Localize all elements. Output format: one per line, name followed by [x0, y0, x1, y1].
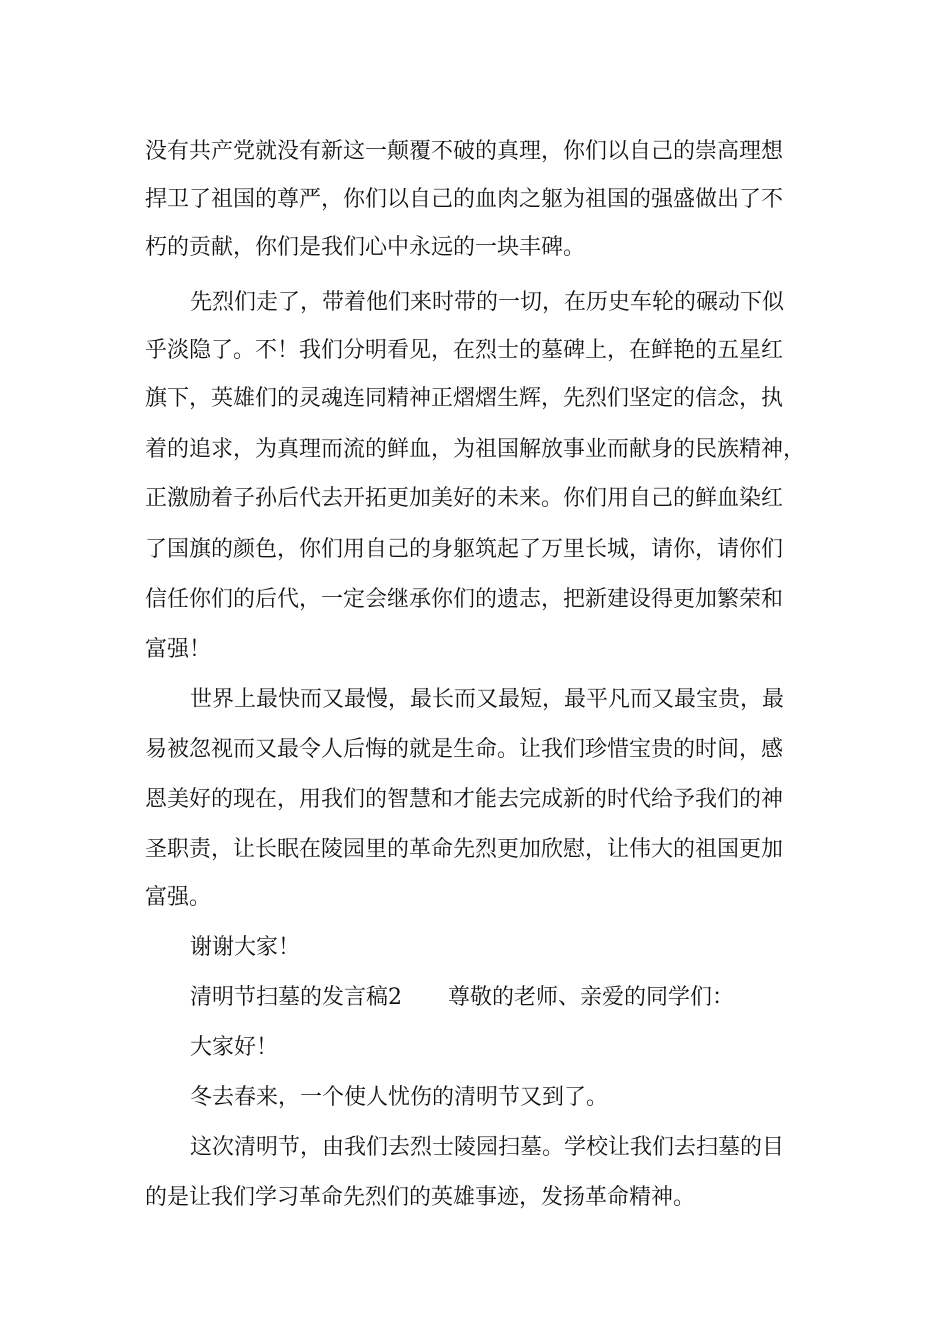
paragraph-line: 旗下，英雄们的灵魂连同精神正熠熠生辉，先烈们坚定的信念，执: [145, 386, 784, 411]
paragraph-line: 了国旗的颜色，你们用自己的身躯筑起了万里长城，请你，请你们: [145, 537, 784, 562]
paragraph-line: 恩美好的现在，用我们的智慧和才能去完成新的时代给予我们的神: [145, 787, 784, 812]
paragraph-line: 易被忽视而又最令人后悔的就是生命。让我们珍惜宝贵的时间，感: [145, 737, 784, 762]
paragraph-line: 富强。: [145, 885, 212, 910]
paragraph-line: 着的追求，为真理而流的鲜血，为祖国解放事业而献身的民族精神，: [145, 437, 806, 462]
paragraph-line: 捍卫了祖国的尊严，你们以自己的血肉之躯为祖国的强盛做出了不: [145, 187, 784, 212]
paragraph-line: 没有共产党就没有新这一颠覆不破的真理，你们以自己的崇高理想: [145, 139, 784, 164]
speech-title: 清明节扫墓的发言稿2: [190, 985, 402, 1010]
paragraph-line: 富强！: [145, 637, 212, 662]
paragraph-line: 的是让我们学习革命先烈们的英雄事迹，发扬革命精神。: [145, 1185, 696, 1210]
closing-line: 谢谢大家！: [190, 935, 301, 960]
paragraph-line: 信任你们的后代，一定会继承你们的遗志，把新建设得更加繁荣和: [145, 587, 784, 612]
paragraph-line: 圣职责，让长眠在陵园里的革命先烈更加欣慰，让伟大的祖国更加: [145, 837, 784, 862]
salutation: 尊敬的老师、亲爱的同学们：: [448, 985, 735, 1010]
paragraph-line: 正激励着子孙后代去开拓更加美好的未来。你们用自己的鲜血染红: [145, 486, 784, 511]
paragraph-line: 乎淡隐了。不！我们分明看见，在烈士的墓碑上，在鲜艳的五星红: [145, 338, 784, 363]
paragraph-line: 世界上最快而又最慢，最长而又最短，最平凡而又最宝贵，最: [190, 687, 785, 712]
paragraph-line: 冬去春来，一个使人忧伤的清明节又到了。: [190, 1085, 609, 1110]
paragraph-line: 朽的贡献，你们是我们心中永远的一块丰碑。: [145, 235, 586, 260]
greeting-line: 大家好！: [190, 1035, 279, 1060]
paragraph-line: 这次清明节，由我们去烈士陵园扫墓。学校让我们去扫墓的目: [190, 1135, 785, 1160]
paragraph-line: 先烈们走了，带着他们来时带的一切，在历史车轮的碾动下似: [190, 290, 785, 315]
speech-heading-line: [190, 985, 734, 1011]
